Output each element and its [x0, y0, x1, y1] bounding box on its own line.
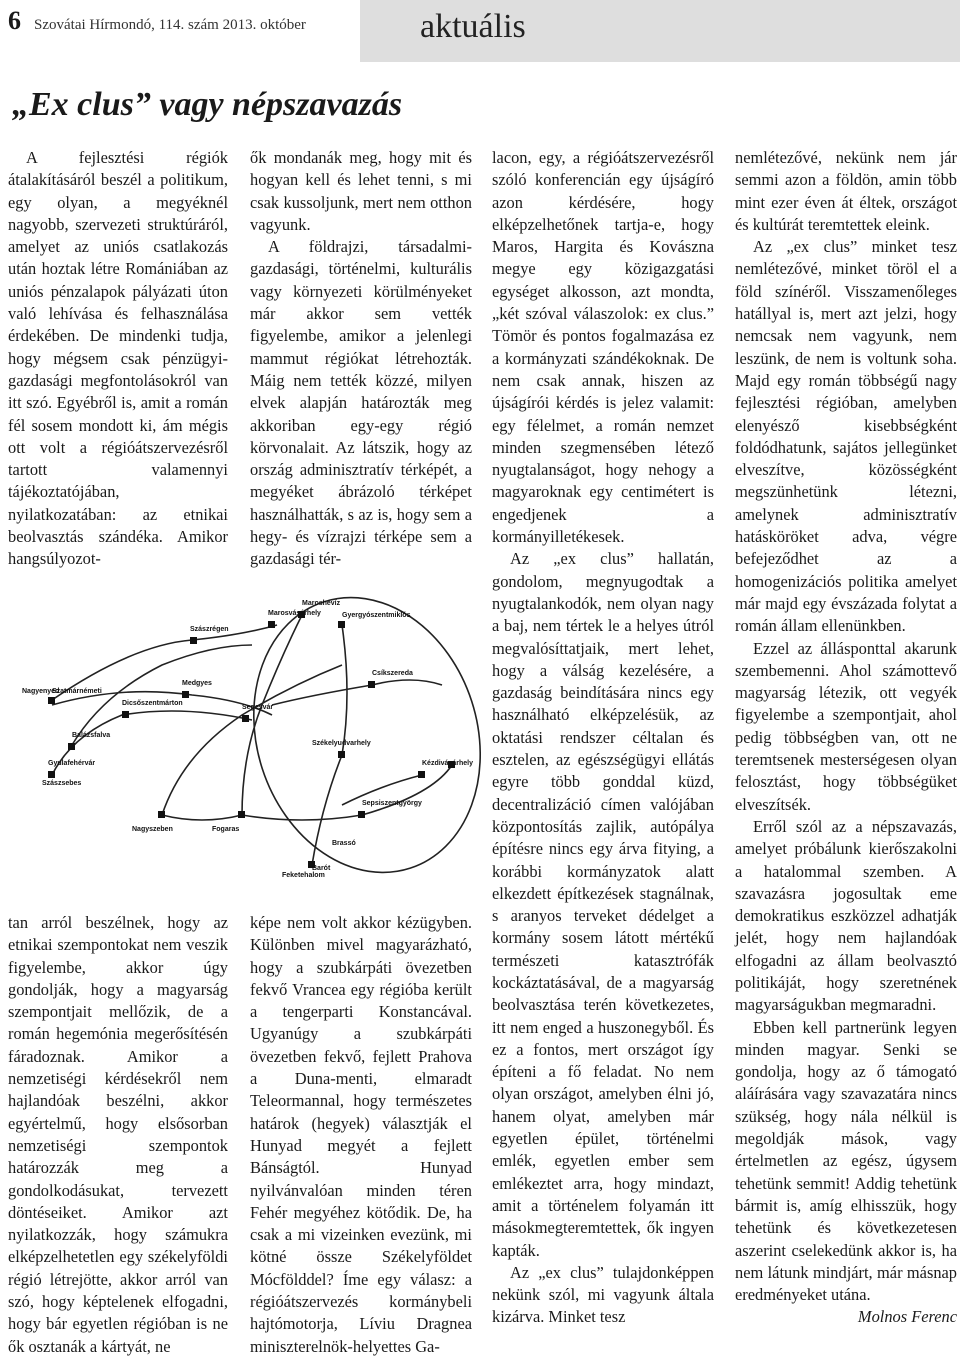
column-1-bottom — [8, 912, 228, 1362]
article-title: „Ex clus” vagy népszavazás — [12, 86, 403, 123]
paragraph: A fejlesztési régiók átalakításáról beszél a politikum, egy olyan, a megyéknél nagyobb, szervezeti struktúráról, amelyet az uniós csatlakozás után hoztak létre Romániában az uniós pénzalapok pályázati úton való lehívása és felhasználása érdekében. De mindenki tudja, hogy mégsem csak pénzügyi-gazdasági megfontolásokról van itt szó. Egyébről is, amit a román fél sosem mondott ki, ám mégis ott volt a régióátszervezésről tartott valamennyi tájékoztatójában, nyilatkozatában: az etnikai beolvasztás szándéka. Amikor hangsúlyozot- — [8, 148, 228, 569]
map-city-label: Marosvásárhely — [268, 610, 321, 617]
paragraph: Erről szól az a népszavazás, amelyet próbálunk kierőszakolni a hatalommal szemben. A szavazásra jogosultak eme demokratikus eszközzel adhatják jelét, hogy nem hajlandóak elfogadni az állam beolvasztó politikáját, hogy szeretnének magyarságukban megmaradni. — [735, 816, 957, 1015]
paragraph: ők mondanák meg, hogy mit és hogyan kell és lehet tenni, s mi csak kussoljunk, mert nem otthon vagyunk. — [250, 148, 472, 234]
region-map — [12, 585, 482, 885]
column-4 — [735, 147, 957, 1362]
paragraph: nemlétezővé, nekünk nem jár semmi azon a földön, amin több mint ezer éven át éltek, országot és kultúrát teremtettek eleink. — [735, 148, 957, 234]
map-city-label: Székelyudvarhely — [312, 740, 371, 747]
map-city-label: Feketehalom — [282, 872, 325, 879]
map-city-label: Balázsfalva — [72, 732, 111, 739]
paragraph: A földrajzi, társadalmi-gazdasági, történelmi, kulturális vagy környezeti körülményeket már akkor sem vették figyelembe, amikor a jelenlegi mammut régiókat létrehozták. Máig nem tették közzé, milyen elvek alapján határozták meg akkoriban egy-egy régió körvonalait. Az látszik, hogy az ország adminisztratív térképét, a megyéket ábrázoló térképet használhatták, s az is, hogy sem a hegy- és vízrajzi térképe sem a gazdasági tér- — [250, 237, 472, 569]
map-city-label: Fogaras — [212, 826, 240, 833]
author-signature: Molnos Ferenc — [857, 1307, 957, 1327]
map-city-label: Gyulafehérvár — [48, 760, 96, 767]
page-number: 6 — [8, 6, 21, 35]
paragraph: Az „ex clus” minket tesz nemlétezővé, minket töröl el a föld színéről. Visszamenőleges hatállyal is, mert azt jelzi, hogy nemcsak nem vagyunk, nem leszünk, de nem is voltunk soha. Majd egy román többségű nagy fejlesztési régióban, amelyben elenyésző kisebbségként foldódhatunk, sajátos jellegünket elveszítve, közösségként megszünhetünk létezni, amelynek adminisztratív hatásköröket adva, végre befejeződhet az a homogenizációs politika amelyet már majd egy évszázada folytat a román állam ellenünkben. — [735, 237, 957, 636]
map-city-label: Maroshévíz — [302, 600, 341, 607]
column-2-top — [250, 147, 472, 579]
paragraph: Az „ex clus” hallatán, gondolom, megnyugodtak a nyugtalankodók, nem olyan nagy a baj, nem tértek le a helyes útról megvalósíttatjaik, mert lehet, hogy a válság kezelésére, a gazdaság beindítására nincs egy használható elképzelésük, az oktatási rendszer céltalan és esztelen, az egészségügyi ellátás egyre több gonddal küzd, decentralizáció címen valójában központosítás zajlik, autópálya építésre nincs egy árva fitying, a korábbi kormányzatok alatt elkezdett építkezések stagnálnak, s aranyos terveket dédelget a kormány sosem látott mértékű természeti katasztrófák kockáztatásával, de a magyarság beolvasztása terén következetes, itt nem enged a huszonegyből. És ez a fontos, mert országot így építeni a fő feladat. No nem olyan országot, amelyben élni jó, hanem olyat, amelyben már egyetlen épület, történelmi emlék, egyetlen ember sem emlékeztet arra, hogy mindazt, amit a történelem folyamán itt másokmegteremtettek, ők ingyen kapták. — [492, 549, 714, 1260]
paragraph: lacon, egy, a régióátszervezésről szóló konferencián egy újságíró azon kérdésére, hogy elképzelhetőnek tartja-e, hogy Maros, Hargita és Kovászna megye egy közigazgatási egységet alkosson, azt mondta, „két szóval válaszolok: ex clus.” Tömör és pontos fogalmazása ez a kormányzati szándékoknak. De nem csak annak, hiszen az újságírói kérdés is jelez valamit: egy félelmet, a román nemzet minden szegmensében létező nyugtalanságot, hogy nehogy a magyaroknak egy centimétert is engedjenek a kormányilletékesek. — [492, 148, 714, 547]
section-title: aktuális — [420, 8, 526, 45]
column-1-top — [8, 147, 228, 579]
paragraph: Az „ex clus” tulajdonképpen nekünk szól, mi vagyunk általa kizárva. Minket tesz — [492, 1262, 714, 1327]
paragraph: Ebben kell partnerünk legyen minden magyar. Senki se gondolja, hogy az ő támogató aláírására vagy szavazatára nincs szükség, hogy nála nélkül is megoldják mások, vagy értelmetlen az egész, úgysem tehetünk semmit! Addig tehetünk bármit is, amíg elhisszük, hogy tehetünk és következetesen aszerint cselekedünk akkor is, ha nem látunk mindjárt, már másnap eredményeket utána. — [735, 1017, 957, 1305]
map-city-label: Sepsiszentgyörgy — [362, 800, 422, 807]
road-line — [162, 815, 242, 820]
publication-line: Szovátai Hírmondó, 114. szám 2013. október — [34, 17, 306, 33]
map-city-label: Medgyes — [182, 680, 212, 687]
map-city-label: Nagyenyed — [22, 688, 60, 695]
map-city-label: Szászsebes — [42, 780, 82, 787]
map-city-label: Segesvár — [242, 704, 274, 711]
map-city-label: Dicsőszentmárton — [122, 700, 183, 707]
paragraph: Ezzel az állásponttal akarunk szembemenni. Ahol számottevő magyarság létezik, ott vegyék figyelembe a szempontjait, ahol pedig többségben van, ott ne teremtsenek mesterségesen olyan felosztást, hogy többségüket elveszítsék. — [735, 638, 957, 814]
paragraph: képe nem volt akkor kézügyben. Különben mivel magyarázható, hogy a szubkárpáti övezetben fekvő Vrancea egy régióba került a tengerparti Konstancával. Ugyanúgy a szubkárpáti övezetben fekvő, fejlett Prahova a Duna-menti, elmaradt Teleormannal, hogy természetes határok (hegyek) választják el Hunyad megyét a fejlett Bánságtól. Hunyad nyilvánvalóan minden téren Fehér megyéhez kötődik. De, ha csak a mi vizeinken evezünk, mi kötné össze Székelyföldet Mócfölddel? Íme egy válasz: a régióátszervezés kormánybeli hajtómotorja, Líviu Dragnea miniszterelnök-helyettes Ga- — [250, 913, 472, 1356]
map-city-label: Kézdivásárhely — [422, 760, 473, 767]
map-city-label: Csíkszereda — [372, 670, 413, 677]
road-line — [272, 680, 442, 705]
map-city-label: Szatmárnémeti — [52, 688, 102, 695]
map-city-label: Szászrégen — [190, 626, 229, 633]
paragraph: tan arról beszélnek, hogy az etnikai szempontokat nem veszik figyelembe, akkor úgy gondolják, hogy a magyarság szempontjait mellőzik, de a román hegemónia megerősítésén fáradoznak. Amikor a nemzetiségi kérdésekről nem hajlandóak beszélni, akkor egyértelmű, hogy elsősorban nemzetiségi szempontok határozzák meg a gondolkodásukat, tervezett döntéseiket. Amikor azt nyilatkozzák, hogy számukra elképzelhetetlen egy székelyföldi régió létrejötte, akkor arról van szó, hogy képtelenek elfogadni, hogy bár egyetlen régióban is ne ők osztanák a kártyát, ne — [8, 913, 228, 1356]
map-city-label: Barót — [312, 865, 331, 872]
column-2-bottom — [250, 912, 472, 1362]
map-city-label: Nagyszeben — [132, 826, 173, 833]
map-city-label: Gyergyószentmiklós — [342, 612, 411, 619]
column-3 — [492, 147, 714, 1362]
map-city-label: Brassó — [332, 840, 356, 847]
